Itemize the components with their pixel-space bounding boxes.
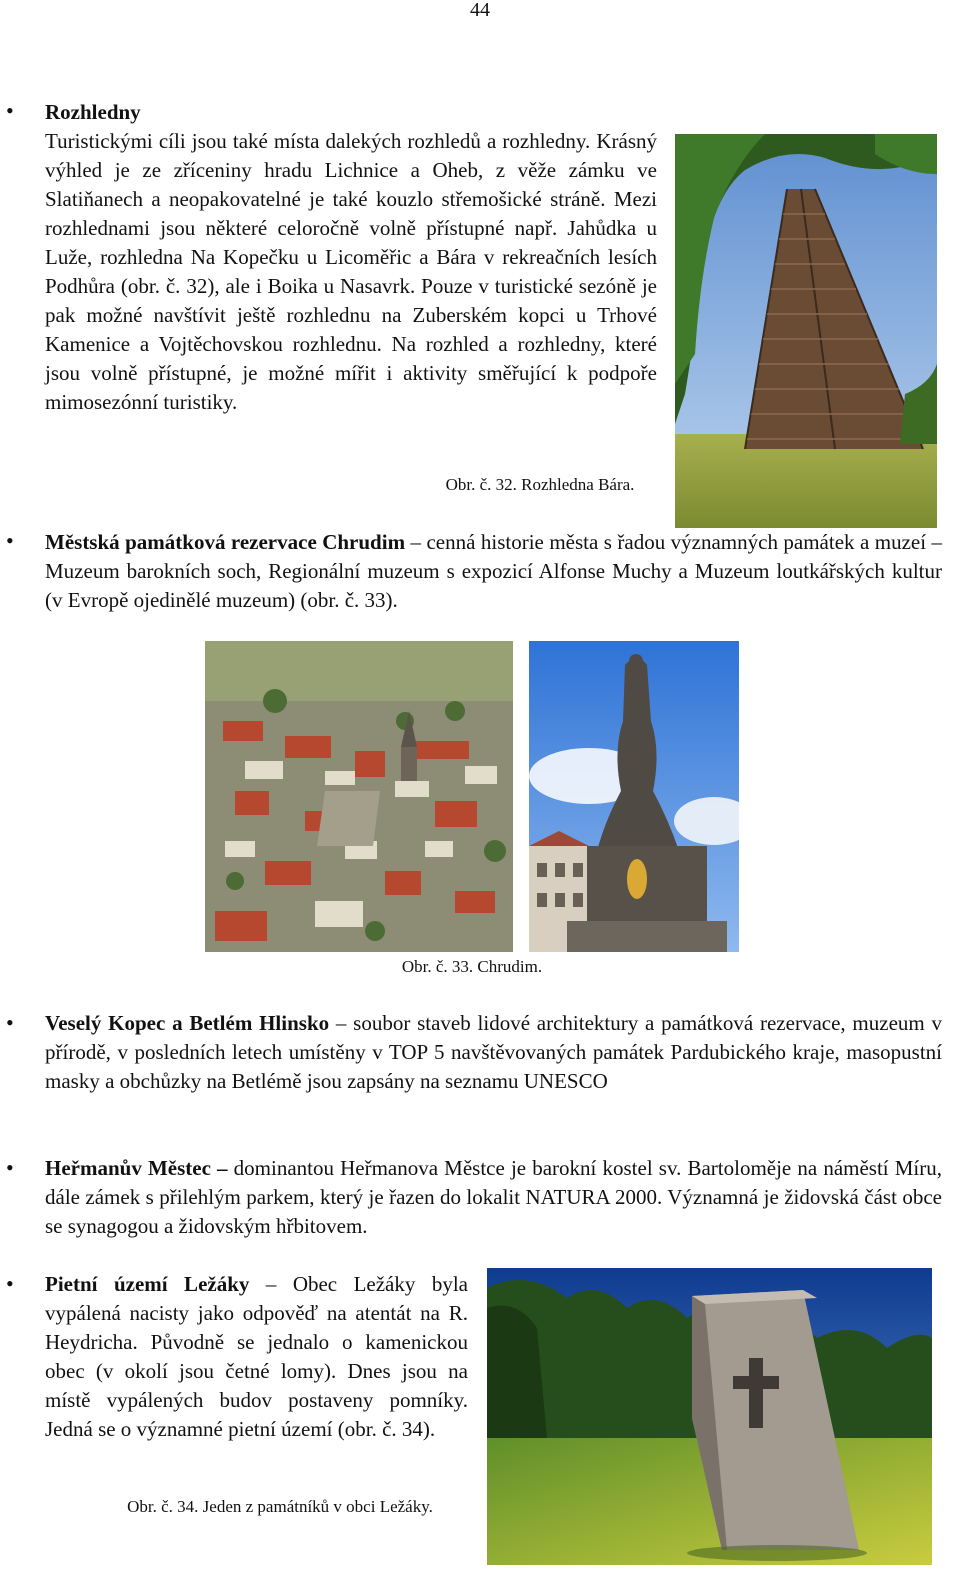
photo-chrudim-plague-column [529,641,739,952]
figure-caption: Obr. č. 32. Rozhledna Bára. [445,475,635,494]
section-title: Veselý Kopec a Betlém Hlinsko [45,1011,330,1035]
section-text: – soubor staveb lidové architektury a památková rezervace, muzeum v přírodě, v posledních letech umístěny v TOP 5 navštěvovaných památek Pardubického kraje, masopustní masky a obchůzky na Betlémě jsou zapsány na seznamu UNESCO [45,1011,943,1093]
section-title: Heřmanův Městec – [45,1156,228,1180]
section-rozhledny [45,98,657,417]
section-hermanuv-mestec [45,1154,942,1241]
page-number: 44 [470,0,490,21]
section-chrudim [45,528,942,615]
bullet: • [6,1010,14,1035]
section-title: Pietní území Ležáky [45,1272,250,1296]
photo-chrudim-aerial [205,641,513,952]
figure-caption: Obr. č. 34. Jeden z památníků v obci Ležáky. [127,1497,433,1516]
section-vesely-kopec [45,1009,942,1096]
section-text: – cenná historie města s řadou významných památek a muzeí – Muzeum barokních soch, Regionální muzeum s expozicí Alfonse Muchy a Muzeum loutkářských kultur (v Evropě ojedinělé muzeum) (obr. č. 33). [45,530,942,612]
section-text: Turistickými cíli jsou také místa dalekých rozhledů a rozhledny. Krásný výhled je ze zříceniny hradu Lichnice a Oheb, z věže zámku ve Slatiňanech a neopakovatelné je také kouzlo střemošické stráně. Mezi rozhlednami jsou některé celoročně volně přístupné např. Jahůdka u Luže, rozhledna Na Kopečku u Licoměřic a Bára v rekreačních lesích Podhůra (obr. č. 32), ale i Boika u Nasavrk. Pouze v turistické sezóně je pak možné navštívit ještě rozhlednu na Zuberském kopci u Trhové Kamenice a Vojtěchovskou rozhlednu. Na rozhled a rozhledny, které jsou volně přístupné, je možné mířit i aktivity směřující k podpoře mimosezónní turistiky. [45,129,657,414]
bullet: • [6,98,14,123]
bullet: • [6,1155,14,1180]
figure-caption: Obr. č. 33. Chrudim. [401,957,543,976]
section-lezaky [45,1270,468,1444]
section-text: – Obec Ležáky byla vypálená nacisty jako odpověď na atentát na R. Heydricha. Původně se jednalo o kamenickou obec (v okolí jsou četné lomy). Dnes jsou na místě vypálených budov postaveny pomníky. Jedná se o významné pietní území (obr. č. 34). [45,1272,468,1441]
photo-lezaky-memorial [487,1268,932,1565]
section-title: Městská památková rezervace Chrudim [45,530,406,554]
bullet: • [6,1271,14,1296]
section-title: Rozhledny [45,100,141,124]
photo-lookout-tower-bara [675,134,937,528]
bullet: • [6,528,14,553]
section-text: dominantou Heřmanova Městce je barokní kostel sv. Bartoloměje na náměstí Míru, dále zámek s přilehlým parkem, který je řazen do lokalit NATURA 2000. Významná je židovská část obce se synagogou a židovským hřbitovem. [45,1156,943,1238]
